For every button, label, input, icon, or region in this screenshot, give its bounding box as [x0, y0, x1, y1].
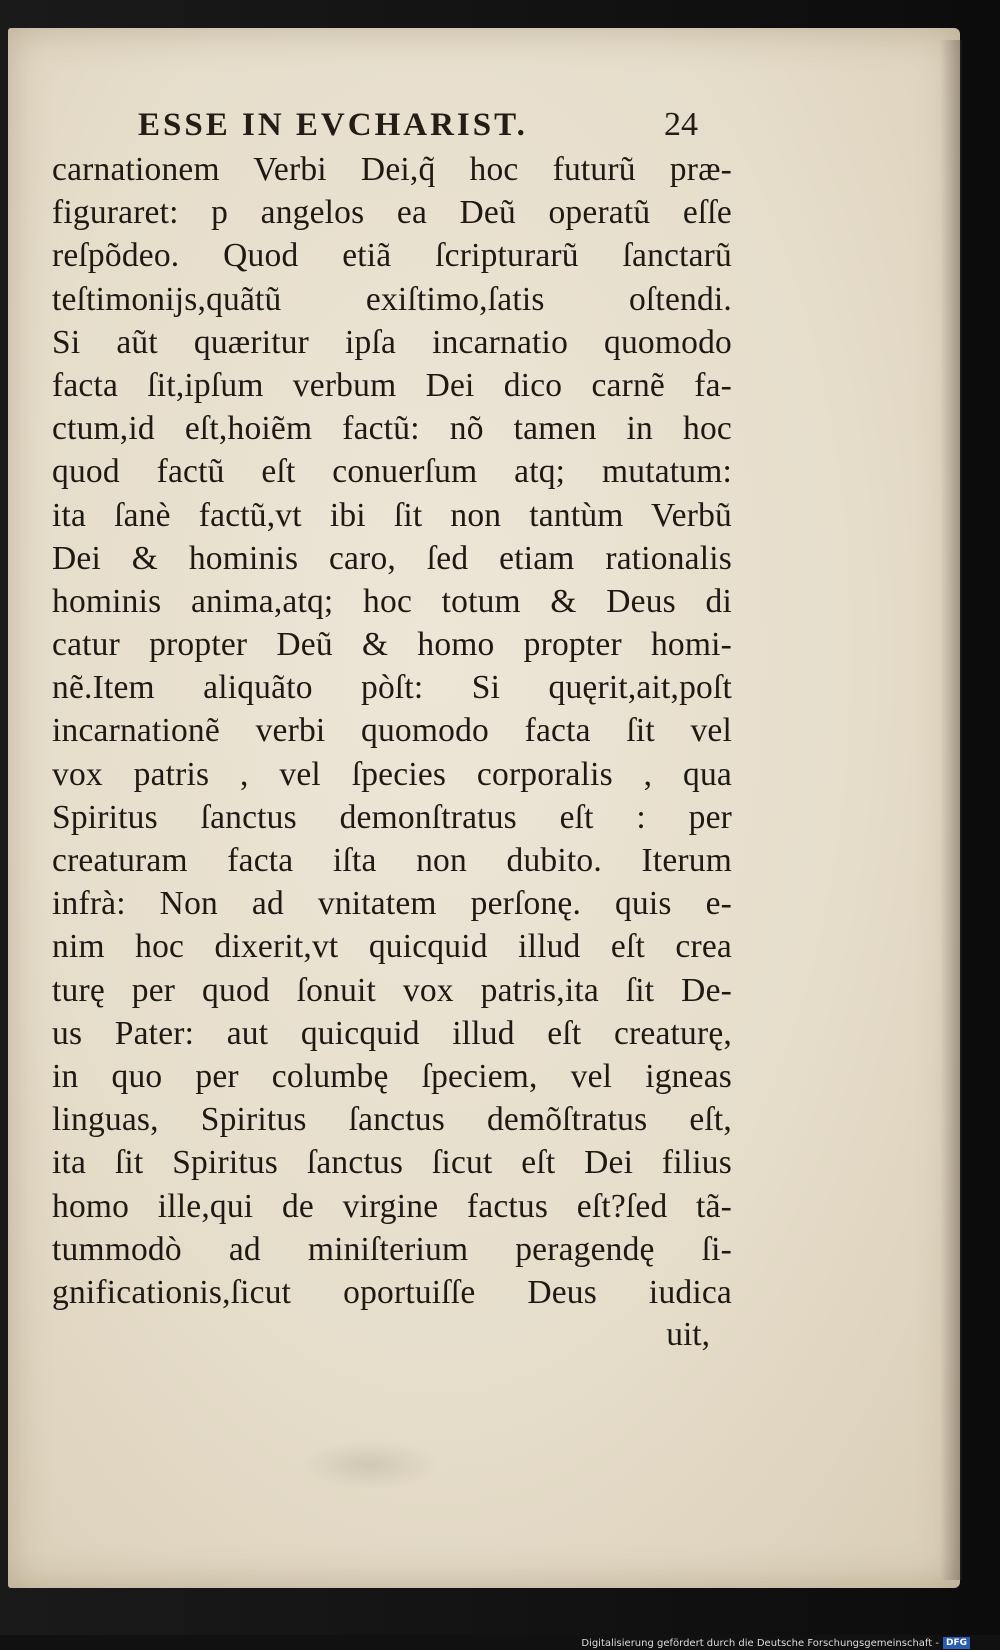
text-line: incarnationẽ verbi quomodo facta ſit vel — [52, 712, 732, 750]
text-line: us Pater: aut quicquid illud eſt creaturę, — [52, 1014, 732, 1052]
text-line: homo ille,qui de virgine factus eſt?ſed tã- — [52, 1187, 732, 1225]
paper-smudge — [300, 1440, 440, 1490]
credit-text: Digitalisierung gefördert durch die Deutsche Forschungsgemeinschaft - — [581, 1637, 939, 1649]
text-line: turę per quod ſonuit vox patris,ita ſit De- — [52, 971, 732, 1009]
text-line: quod factũ eſt conuerſum atq; mutatum: — [52, 453, 732, 491]
text-line: ita ſanè factũ,vt ibi ſit non tantùm Verbũ — [52, 496, 732, 534]
text-line: hominis anima,atq; hoc totum & Deus di — [52, 582, 732, 620]
running-title: ESSE IN EVCHARIST. — [138, 107, 528, 143]
text-line: gnificationis,ſicut oportuiſſe Deus iudica — [52, 1273, 732, 1311]
text-line: catur propter Deũ & homo propter homi- — [52, 626, 732, 664]
text-line: in quo per columbę ſpeciem, vel igneas — [52, 1057, 732, 1095]
text-line: teſtimonijs,quãtũ exiſtimo,ſatis oſtendi. — [52, 280, 732, 318]
text-line: figuraret: p angelos ea Deũ operatũ eſſe — [52, 194, 732, 232]
text-line: nim hoc dixerit,vt quicquid illud eſt crea — [52, 928, 732, 966]
text-line: infrà: Non ad vnitatem perſonę. quis e- — [52, 885, 732, 923]
dfg-logo-icon: DFG — [943, 1637, 970, 1649]
text-line: linguas, Spiritus ſanctus demõſtratus eſt, — [52, 1101, 732, 1139]
running-head — [138, 106, 698, 150]
text-line: ctum,id eſt,hoiẽm factũ: nõ tamen in hoc — [52, 410, 732, 448]
page-number: 24 — [664, 106, 698, 143]
text-line: creaturam facta iſta non dubito. Iterum — [52, 842, 732, 879]
text-line: ita ſit Spiritus ſanctus ſicut eſt Dei filius — [52, 1144, 732, 1182]
text-line: vox patris , vel ſpecies corporalis , qua — [52, 755, 732, 793]
text-line: Si aũt quæritur ipſa incarnatio quomodo — [52, 323, 732, 361]
text-line: Spiritus ſanctus demonſtratus eſt : per — [52, 798, 732, 836]
body-text — [52, 148, 732, 1314]
page-edge-shadow — [940, 40, 962, 1580]
text-line: Dei & hominis caro, ſed etiam rationalis — [52, 539, 732, 577]
text-line: facta ſit,ipſum verbum Dei dico carnẽ fa- — [52, 366, 732, 404]
catchword: uit, — [666, 1316, 710, 1353]
text-line: carnationem Verbi Dei,q̃ hoc futurũ præ- — [52, 151, 732, 188]
text-line: tummodò ad miniſterium peragendę ſi- — [52, 1230, 732, 1268]
text-line: reſpõdeo. Quod etiã ſcripturarũ ſanctarũ — [52, 237, 732, 275]
digitization-credit — [580, 1636, 970, 1650]
text-line: nẽ.Item aliquãto pòſt: Si quęrit,ait,poſt — [52, 669, 732, 707]
